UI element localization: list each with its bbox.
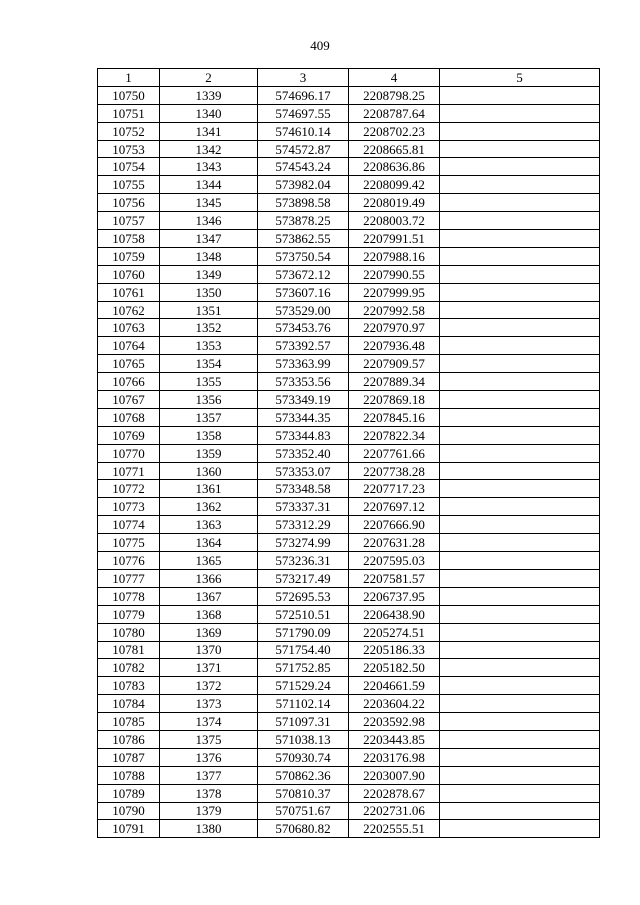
cell-point-number: 10758: [98, 230, 160, 248]
cell-note: [440, 301, 600, 319]
cell-note: [440, 247, 600, 265]
cell-point-number: 10760: [98, 265, 160, 283]
cell-x-coordinate: 572510.51: [258, 605, 349, 623]
cell-x-coordinate: 574543.24: [258, 158, 349, 176]
cell-sequence-number: 1354: [160, 355, 258, 373]
table-row: [98, 86, 600, 104]
cell-sequence-number: 1353: [160, 337, 258, 355]
table-row: [98, 623, 600, 641]
column-header-2: 2: [160, 69, 258, 87]
table-row: [98, 534, 600, 552]
cell-x-coordinate: 573898.58: [258, 194, 349, 212]
cell-y-coordinate: 2204661.59: [349, 677, 440, 695]
cell-x-coordinate: 571752.85: [258, 659, 349, 677]
cell-y-coordinate: 2202555.51: [349, 820, 440, 838]
cell-note: [440, 713, 600, 731]
cell-sequence-number: 1376: [160, 748, 258, 766]
cell-sequence-number: 1341: [160, 122, 258, 140]
cell-sequence-number: 1361: [160, 480, 258, 498]
cell-note: [440, 194, 600, 212]
cell-point-number: 10772: [98, 480, 160, 498]
cell-y-coordinate: 2206438.90: [349, 605, 440, 623]
cell-sequence-number: 1363: [160, 516, 258, 534]
cell-x-coordinate: 573529.00: [258, 301, 349, 319]
cell-sequence-number: 1368: [160, 605, 258, 623]
cell-y-coordinate: 2207595.03: [349, 552, 440, 570]
cell-note: [440, 534, 600, 552]
cell-sequence-number: 1367: [160, 587, 258, 605]
cell-note: [440, 140, 600, 158]
cell-y-coordinate: 2207631.28: [349, 534, 440, 552]
coordinates-table: [97, 68, 600, 838]
cell-x-coordinate: 573672.12: [258, 265, 349, 283]
cell-point-number: 10751: [98, 104, 160, 122]
cell-x-coordinate: 570930.74: [258, 748, 349, 766]
cell-sequence-number: 1352: [160, 319, 258, 337]
cell-sequence-number: 1373: [160, 695, 258, 713]
cell-point-number: 10776: [98, 552, 160, 570]
cell-y-coordinate: 2207666.90: [349, 516, 440, 534]
cell-note: [440, 587, 600, 605]
cell-x-coordinate: 573982.04: [258, 176, 349, 194]
cell-point-number: 10771: [98, 462, 160, 480]
table-row: [98, 498, 600, 516]
cell-point-number: 10766: [98, 373, 160, 391]
cell-note: [440, 158, 600, 176]
cell-point-number: 10757: [98, 212, 160, 230]
cell-y-coordinate: 2207970.97: [349, 319, 440, 337]
cell-note: [440, 265, 600, 283]
cell-y-coordinate: 2207581.57: [349, 569, 440, 587]
table-row: [98, 319, 600, 337]
cell-point-number: 10778: [98, 587, 160, 605]
table-row: [98, 480, 600, 498]
table-row: [98, 426, 600, 444]
cell-point-number: 10775: [98, 534, 160, 552]
cell-point-number: 10763: [98, 319, 160, 337]
cell-note: [440, 659, 600, 677]
cell-y-coordinate: 2206737.95: [349, 587, 440, 605]
cell-x-coordinate: 573392.57: [258, 337, 349, 355]
cell-sequence-number: 1375: [160, 730, 258, 748]
cell-x-coordinate: 571754.40: [258, 641, 349, 659]
cell-point-number: 10769: [98, 426, 160, 444]
header-row: [98, 69, 600, 87]
cell-note: [440, 695, 600, 713]
table-row: [98, 140, 600, 158]
cell-x-coordinate: 573607.16: [258, 283, 349, 301]
cell-point-number: 10791: [98, 820, 160, 838]
cell-note: [440, 784, 600, 802]
cell-note: [440, 569, 600, 587]
table-row: [98, 748, 600, 766]
cell-point-number: 10754: [98, 158, 160, 176]
table-row: [98, 212, 600, 230]
table-row: [98, 552, 600, 570]
cell-note: [440, 355, 600, 373]
cell-note: [440, 319, 600, 337]
cell-y-coordinate: 2208019.49: [349, 194, 440, 212]
table-row: [98, 766, 600, 784]
page-number: 409: [310, 38, 330, 53]
cell-x-coordinate: 573236.31: [258, 552, 349, 570]
cell-point-number: 10784: [98, 695, 160, 713]
table-row: [98, 677, 600, 695]
cell-x-coordinate: 571790.09: [258, 623, 349, 641]
cell-sequence-number: 1347: [160, 230, 258, 248]
cell-y-coordinate: 2207761.66: [349, 444, 440, 462]
cell-note: [440, 212, 600, 230]
cell-note: [440, 176, 600, 194]
cell-sequence-number: 1339: [160, 86, 258, 104]
cell-sequence-number: 1358: [160, 426, 258, 444]
cell-y-coordinate: 2207999.95: [349, 283, 440, 301]
cell-x-coordinate: 574572.87: [258, 140, 349, 158]
cell-note: [440, 426, 600, 444]
cell-sequence-number: 1345: [160, 194, 258, 212]
cell-sequence-number: 1356: [160, 391, 258, 409]
cell-x-coordinate: 571529.24: [258, 677, 349, 695]
cell-point-number: 10777: [98, 569, 160, 587]
cell-note: [440, 480, 600, 498]
table-row: [98, 391, 600, 409]
cell-sequence-number: 1355: [160, 373, 258, 391]
cell-x-coordinate: 573352.40: [258, 444, 349, 462]
cell-sequence-number: 1365: [160, 552, 258, 570]
cell-point-number: 10770: [98, 444, 160, 462]
cell-sequence-number: 1377: [160, 766, 258, 784]
cell-y-coordinate: 2207990.55: [349, 265, 440, 283]
cell-x-coordinate: 574610.14: [258, 122, 349, 140]
cell-x-coordinate: 573349.19: [258, 391, 349, 409]
cell-point-number: 10774: [98, 516, 160, 534]
cell-x-coordinate: 573878.25: [258, 212, 349, 230]
cell-x-coordinate: 574696.17: [258, 86, 349, 104]
cell-sequence-number: 1372: [160, 677, 258, 695]
cell-y-coordinate: 2208702.23: [349, 122, 440, 140]
cell-y-coordinate: 2202731.06: [349, 802, 440, 820]
cell-y-coordinate: 2205182.50: [349, 659, 440, 677]
table-row: [98, 713, 600, 731]
cell-x-coordinate: 570862.36: [258, 766, 349, 784]
table-row: [98, 605, 600, 623]
cell-note: [440, 677, 600, 695]
cell-y-coordinate: 2207738.28: [349, 462, 440, 480]
cell-point-number: 10788: [98, 766, 160, 784]
table-row: [98, 283, 600, 301]
table-row: [98, 355, 600, 373]
cell-note: [440, 408, 600, 426]
cell-point-number: 10789: [98, 784, 160, 802]
cell-x-coordinate: 570751.67: [258, 802, 349, 820]
cell-note: [440, 748, 600, 766]
cell-note: [440, 373, 600, 391]
table-row: [98, 659, 600, 677]
table-row: [98, 104, 600, 122]
cell-note: [440, 516, 600, 534]
cell-x-coordinate: 571038.13: [258, 730, 349, 748]
cell-sequence-number: 1340: [160, 104, 258, 122]
column-header-4: 4: [349, 69, 440, 87]
cell-x-coordinate: 573217.49: [258, 569, 349, 587]
table-row: [98, 569, 600, 587]
cell-y-coordinate: 2208798.25: [349, 86, 440, 104]
cell-point-number: 10756: [98, 194, 160, 212]
cell-y-coordinate: 2207845.16: [349, 408, 440, 426]
cell-note: [440, 283, 600, 301]
cell-y-coordinate: 2208787.64: [349, 104, 440, 122]
cell-note: [440, 730, 600, 748]
cell-y-coordinate: 2207988.16: [349, 247, 440, 265]
cell-y-coordinate: 2207909.57: [349, 355, 440, 373]
table-row: [98, 337, 600, 355]
cell-point-number: 10779: [98, 605, 160, 623]
column-header-3: 3: [258, 69, 349, 87]
cell-point-number: 10781: [98, 641, 160, 659]
cell-x-coordinate: 573274.99: [258, 534, 349, 552]
cell-point-number: 10764: [98, 337, 160, 355]
cell-y-coordinate: 2207869.18: [349, 391, 440, 409]
cell-sequence-number: 1370: [160, 641, 258, 659]
cell-note: [440, 623, 600, 641]
cell-sequence-number: 1349: [160, 265, 258, 283]
table-row: [98, 784, 600, 802]
table-row: [98, 247, 600, 265]
table-row: [98, 265, 600, 283]
cell-sequence-number: 1351: [160, 301, 258, 319]
cell-note: [440, 498, 600, 516]
cell-note: [440, 605, 600, 623]
cell-y-coordinate: 2202878.67: [349, 784, 440, 802]
cell-sequence-number: 1364: [160, 534, 258, 552]
cell-y-coordinate: 2203007.90: [349, 766, 440, 784]
cell-x-coordinate: 573353.56: [258, 373, 349, 391]
cell-x-coordinate: 573862.55: [258, 230, 349, 248]
table-row: [98, 230, 600, 248]
cell-note: [440, 444, 600, 462]
table-row: [98, 587, 600, 605]
cell-sequence-number: 1362: [160, 498, 258, 516]
column-header-1: 1: [98, 69, 160, 87]
cell-sequence-number: 1357: [160, 408, 258, 426]
cell-point-number: 10785: [98, 713, 160, 731]
cell-y-coordinate: 2207992.58: [349, 301, 440, 319]
table-header: [98, 69, 600, 87]
cell-point-number: 10759: [98, 247, 160, 265]
table-row: [98, 194, 600, 212]
cell-x-coordinate: 574697.55: [258, 104, 349, 122]
cell-point-number: 10750: [98, 86, 160, 104]
cell-note: [440, 462, 600, 480]
cell-y-coordinate: 2207822.34: [349, 426, 440, 444]
cell-point-number: 10765: [98, 355, 160, 373]
cell-y-coordinate: 2208099.42: [349, 176, 440, 194]
cell-note: [440, 552, 600, 570]
table-row: [98, 122, 600, 140]
cell-y-coordinate: 2207697.12: [349, 498, 440, 516]
cell-y-coordinate: 2207991.51: [349, 230, 440, 248]
cell-y-coordinate: 2203176.98: [349, 748, 440, 766]
cell-point-number: 10782: [98, 659, 160, 677]
cell-sequence-number: 1366: [160, 569, 258, 587]
table-row: [98, 373, 600, 391]
cell-y-coordinate: 2205274.51: [349, 623, 440, 641]
table-row: [98, 408, 600, 426]
cell-point-number: 10787: [98, 748, 160, 766]
cell-point-number: 10761: [98, 283, 160, 301]
cell-point-number: 10786: [98, 730, 160, 748]
table-row: [98, 695, 600, 713]
table-row: [98, 820, 600, 838]
cell-note: [440, 391, 600, 409]
cell-x-coordinate: 570810.37: [258, 784, 349, 802]
cell-note: [440, 766, 600, 784]
cell-sequence-number: 1350: [160, 283, 258, 301]
cell-x-coordinate: 573348.58: [258, 480, 349, 498]
cell-x-coordinate: 573344.83: [258, 426, 349, 444]
cell-sequence-number: 1343: [160, 158, 258, 176]
table-row: [98, 802, 600, 820]
cell-point-number: 10767: [98, 391, 160, 409]
cell-point-number: 10783: [98, 677, 160, 695]
cell-x-coordinate: 571102.14: [258, 695, 349, 713]
cell-note: [440, 122, 600, 140]
cell-sequence-number: 1344: [160, 176, 258, 194]
table-row: [98, 176, 600, 194]
cell-x-coordinate: 573353.07: [258, 462, 349, 480]
cell-sequence-number: 1371: [160, 659, 258, 677]
cell-sequence-number: 1379: [160, 802, 258, 820]
cell-sequence-number: 1346: [160, 212, 258, 230]
cell-point-number: 10755: [98, 176, 160, 194]
cell-x-coordinate: 573337.31: [258, 498, 349, 516]
cell-x-coordinate: 570680.82: [258, 820, 349, 838]
cell-note: [440, 230, 600, 248]
table-row: [98, 730, 600, 748]
cell-point-number: 10773: [98, 498, 160, 516]
table-row: [98, 641, 600, 659]
cell-note: [440, 86, 600, 104]
cell-sequence-number: 1360: [160, 462, 258, 480]
table-row: [98, 516, 600, 534]
cell-y-coordinate: 2207717.23: [349, 480, 440, 498]
cell-sequence-number: 1378: [160, 784, 258, 802]
cell-x-coordinate: 573363.99: [258, 355, 349, 373]
cell-note: [440, 337, 600, 355]
cell-note: [440, 820, 600, 838]
cell-point-number: 10762: [98, 301, 160, 319]
cell-note: [440, 802, 600, 820]
cell-point-number: 10780: [98, 623, 160, 641]
table-row: [98, 158, 600, 176]
cell-x-coordinate: 571097.31: [258, 713, 349, 731]
cell-sequence-number: 1374: [160, 713, 258, 731]
cell-point-number: 10752: [98, 122, 160, 140]
cell-point-number: 10753: [98, 140, 160, 158]
cell-sequence-number: 1348: [160, 247, 258, 265]
column-header-5: 5: [440, 69, 600, 87]
cell-y-coordinate: 2203592.98: [349, 713, 440, 731]
cell-point-number: 10790: [98, 802, 160, 820]
cell-y-coordinate: 2208003.72: [349, 212, 440, 230]
cell-sequence-number: 1359: [160, 444, 258, 462]
table-row: [98, 444, 600, 462]
cell-y-coordinate: 2207936.48: [349, 337, 440, 355]
cell-y-coordinate: 2205186.33: [349, 641, 440, 659]
cell-point-number: 10768: [98, 408, 160, 426]
cell-x-coordinate: 572695.53: [258, 587, 349, 605]
cell-x-coordinate: 573453.76: [258, 319, 349, 337]
table-row: [98, 462, 600, 480]
cell-y-coordinate: 2208636.86: [349, 158, 440, 176]
cell-x-coordinate: 573312.29: [258, 516, 349, 534]
cell-y-coordinate: 2208665.81: [349, 140, 440, 158]
cell-note: [440, 104, 600, 122]
cell-x-coordinate: 573344.35: [258, 408, 349, 426]
cell-sequence-number: 1369: [160, 623, 258, 641]
cell-note: [440, 641, 600, 659]
cell-y-coordinate: 2207889.34: [349, 373, 440, 391]
table-row: [98, 301, 600, 319]
cell-x-coordinate: 573750.54: [258, 247, 349, 265]
cell-y-coordinate: 2203443.85: [349, 730, 440, 748]
table-body: [98, 86, 600, 837]
cell-sequence-number: 1380: [160, 820, 258, 838]
cell-sequence-number: 1342: [160, 140, 258, 158]
cell-y-coordinate: 2203604.22: [349, 695, 440, 713]
